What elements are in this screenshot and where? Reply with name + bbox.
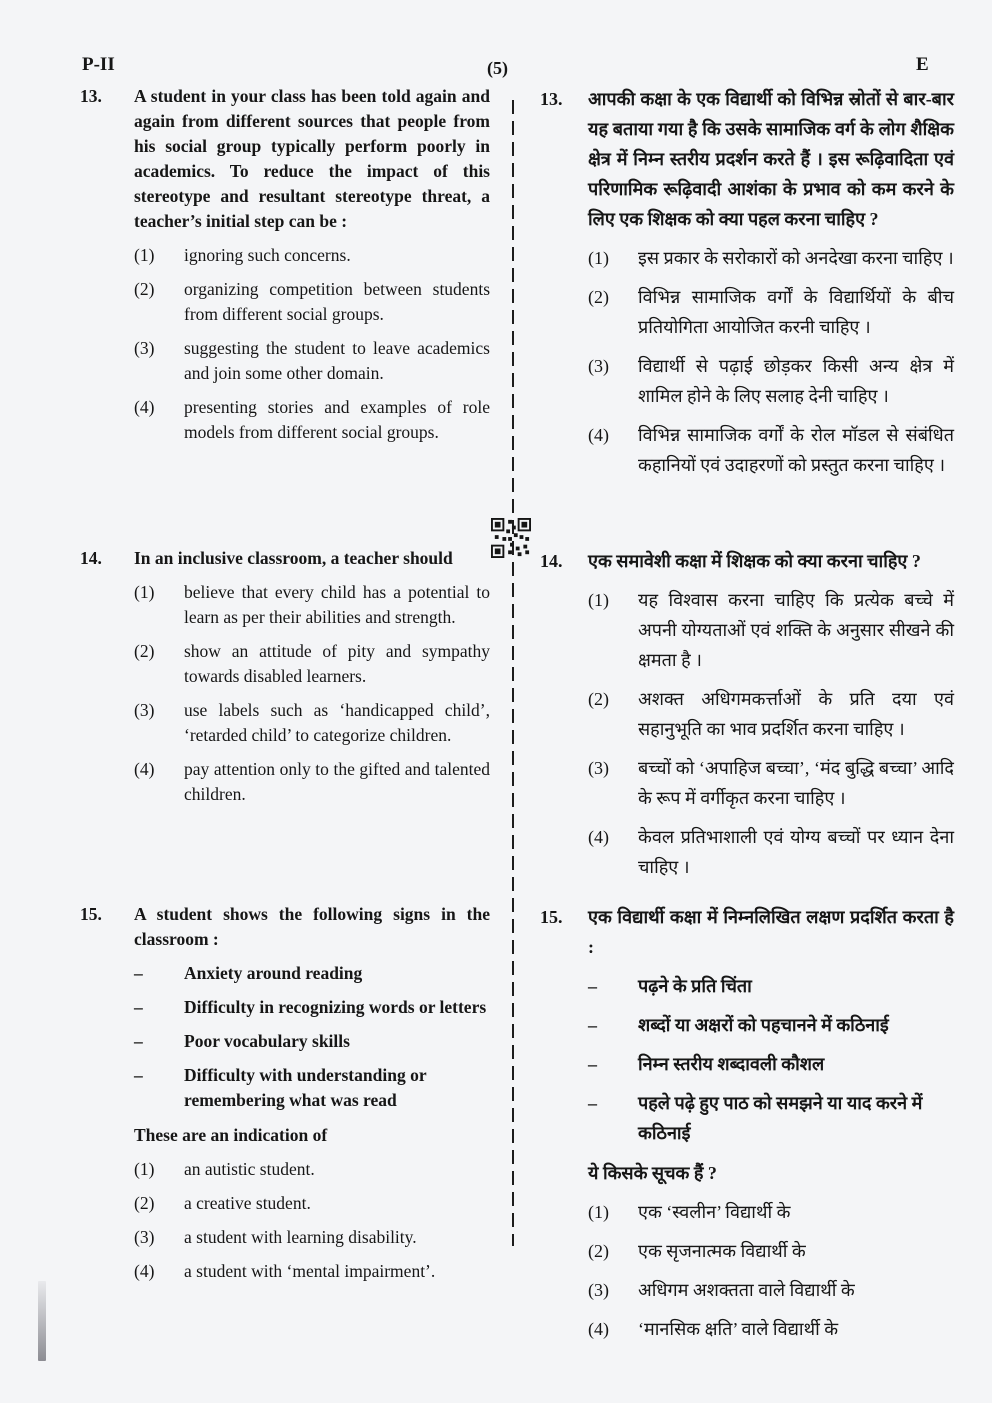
option-label: (3): [134, 700, 155, 720]
option-row: [134, 1157, 490, 1182]
option-text: pay attention only to the gifted and talented children.: [184, 759, 490, 804]
option-label: (4): [134, 1261, 155, 1281]
paper-code: P-II: [82, 54, 115, 75]
dash-bullet: –: [134, 1031, 143, 1051]
option-text: a student with learning disability.: [184, 1227, 417, 1247]
question-stem: In an inclusive classroom, a teacher should: [134, 548, 453, 568]
option-text: विभिन्न सामाजिक वर्गों के रोल मॉडल से संबंधित कहानियों एवं उदाहरणों को प्रस्तुत करना चाहिए ।: [638, 425, 954, 475]
option-label: (1): [134, 582, 155, 602]
option-text: एक ‘स्वलीन’ विद्यार्थी के: [638, 1202, 791, 1222]
option-label: (1): [588, 590, 609, 610]
option-label: (1): [588, 248, 609, 268]
sign-item: [134, 1029, 490, 1054]
option-row: [134, 580, 490, 630]
option-row: [134, 698, 490, 748]
question-number: 14.: [80, 548, 102, 568]
option-text: एक सृजनात्मक विद्यार्थी के: [638, 1241, 806, 1261]
option-label: (4): [588, 827, 609, 847]
dash-bullet: –: [588, 1015, 597, 1035]
option-row: [588, 243, 954, 273]
question-number: 15.: [80, 904, 102, 924]
question-stem: A student in your class has been told again and again from different sources that people from his social group typically perform poorly in academics. To reduce the impact of this stereotype and resultant stereotype threat, a teacher’s initial step can be :: [134, 86, 490, 231]
option-label: (4): [588, 1319, 609, 1339]
option-text: show an attitude of pity and sympathy towards disabled learners.: [184, 641, 490, 686]
option-text: a creative student.: [184, 1193, 311, 1213]
question-stem: आपकी कक्षा के एक विद्यार्थी को विभिन्न स्रोतों से बार-बार यह बताया गया है कि उसके सामाजिक वर्ग के लोग शैक्षिक क्षेत्र में निम्न स्तरीय प्रदर्शन करते हैं । इस रूढ़िवादिता एवं परिणामिक रूढ़िवादी आशंका के प्रभाव को कम करने के लिए एक शिक्षक को क्या पहल करना चाहिए ?: [588, 89, 954, 229]
option-row: [134, 243, 490, 268]
sign-item: [134, 961, 490, 986]
sign-item: [134, 995, 490, 1020]
question-stem: एक विद्यार्थी कक्षा में निम्नलिखित लक्षण प्रदर्शित करता है :: [588, 907, 954, 957]
option-text: use labels such as ‘handicapped child’, ‘retarded child’ to categorize children.: [184, 700, 490, 745]
sign-text: Difficulty in recognizing words or letters: [184, 997, 487, 1017]
question-stem: A student shows the following signs in the classroom :: [134, 904, 490, 949]
sign-item: [588, 1049, 954, 1079]
option-label: (4): [134, 397, 155, 417]
option-text: विभिन्न सामाजिक वर्गों के विद्यार्थियों के बीच प्रतियोगिता आयोजित करनी चाहिए ।: [638, 287, 954, 337]
sign-text: निम्न स्तरीय शब्दावली कौशल: [638, 1054, 825, 1074]
option-label: (1): [134, 245, 155, 265]
option-row: [134, 336, 490, 386]
option-text: विद्यार्थी से पढ़ाई छोड़कर किसी अन्य क्षेत्र में शामिल होने के लिए सलाह देनी चाहिए ।: [638, 356, 954, 406]
option-row: [134, 395, 490, 445]
sign-text: Poor vocabulary skills: [184, 1031, 350, 1051]
dash-bullet: –: [134, 997, 143, 1017]
option-row: [588, 684, 954, 744]
option-label: (4): [134, 759, 155, 779]
option-label: (2): [134, 641, 155, 661]
column-divider-dashed-line: [512, 100, 514, 1246]
option-row: [134, 1191, 490, 1216]
question-13-hi: [540, 84, 954, 546]
option-text: अशक्त अधिगमकर्त्ताओं के प्रति दया एवं सहानुभूति का भाव प्रदर्शित करना चाहिए ।: [638, 689, 954, 739]
option-text: केवल प्रतिभाशाली एवं योग्य बच्चों पर ध्यान देना चाहिए ।: [638, 827, 954, 877]
option-text: believe that every child has a potential to learn as per their abilities and strength.: [184, 582, 490, 627]
option-label: (2): [588, 1241, 609, 1261]
option-row: [588, 753, 954, 813]
option-row: [134, 277, 490, 327]
dash-bullet: –: [588, 1093, 597, 1113]
english-column: [80, 84, 490, 1284]
sign-item: [588, 1010, 954, 1040]
option-label: (3): [588, 1280, 609, 1300]
dash-bullet: –: [134, 1065, 143, 1085]
option-row: [588, 1275, 954, 1305]
option-label: (3): [134, 338, 155, 358]
question-number: 13.: [540, 89, 563, 109]
option-label: (2): [588, 689, 609, 709]
sign-item: [588, 1088, 954, 1148]
option-text: यह विश्वास करना चाहिए कि प्रत्येक बच्चे में अपनी योग्यताओं एवं शक्ति के अनुसार सीखने की क्षमता है ।: [638, 590, 954, 670]
sign-text: पढ़ने के प्रति चिंता: [638, 976, 752, 996]
option-text: इस प्रकार के सरोकारों को अनदेखा करना चाहिए ।: [638, 248, 954, 268]
question-stem: एक समावेशी कक्षा में शिक्षक को क्या करना चाहिए ?: [588, 551, 921, 571]
sign-item: [134, 1063, 490, 1113]
question-14-en: [80, 546, 490, 902]
option-row: [134, 757, 490, 807]
sign-text: Difficulty with understanding or remembering what was read: [184, 1065, 427, 1110]
question-post-stem: These are an indication of: [134, 1125, 328, 1145]
option-row: [588, 1197, 954, 1227]
option-row: [588, 585, 954, 675]
dash-bullet: –: [134, 963, 143, 983]
option-label: (3): [588, 356, 609, 376]
question-15-hi: [540, 902, 954, 1344]
sign-text: पहले पढ़े हुए पाठ को समझने या याद करने में कठिनाई: [638, 1093, 923, 1143]
option-label: (1): [134, 1159, 155, 1179]
option-text: suggesting the student to leave academics and join some other domain.: [184, 338, 490, 383]
option-text: organizing competition between students from different social groups.: [184, 279, 490, 324]
option-label: (2): [134, 279, 155, 299]
option-text: an autistic student.: [184, 1159, 315, 1179]
option-row: [134, 1225, 490, 1250]
page-number: (5): [487, 58, 508, 78]
option-row: [588, 420, 954, 480]
option-text: अधिगम अशक्तता वाले विद्यार्थी के: [638, 1280, 855, 1300]
question-number: 15.: [540, 907, 563, 927]
sign-item: [588, 971, 954, 1001]
option-label: (4): [588, 425, 609, 445]
option-row: [588, 351, 954, 411]
option-text: ‘मानसिक क्षति’ वाले विद्यार्थी के: [638, 1319, 839, 1339]
option-row: [134, 639, 490, 689]
option-text: a student with ‘mental impairment’.: [184, 1261, 436, 1281]
question-number: 14.: [540, 551, 563, 571]
question-13-en: [80, 84, 490, 546]
option-row: [588, 1314, 954, 1344]
option-label: (3): [134, 1227, 155, 1247]
option-label: (1): [588, 1202, 609, 1222]
option-row: [588, 822, 954, 882]
question-14-hi: [540, 546, 954, 902]
sign-text: शब्दों या अक्षरों को पहचानने में कठिनाई: [638, 1015, 889, 1035]
question-15-en: [80, 902, 490, 1284]
option-text: ignoring such concerns.: [184, 245, 351, 265]
question-number: 13.: [80, 86, 102, 106]
option-text: presenting stories and examples of role models from different social groups.: [184, 397, 490, 442]
option-row: [588, 1236, 954, 1266]
option-row: [134, 1259, 490, 1284]
scan-artifact-stripe: [38, 1281, 46, 1361]
option-label: (2): [588, 287, 609, 307]
hindi-column: [540, 84, 954, 1344]
set-code: E: [916, 54, 929, 75]
dash-bullet: –: [588, 1054, 597, 1074]
qr-code: [491, 514, 531, 562]
dash-bullet: –: [588, 976, 597, 996]
option-label: (2): [134, 1193, 155, 1213]
option-text: बच्चों को ‘अपाहिज बच्चा’, ‘मंद बुद्धि बच्चा’ आदि के रूप में वर्गीकृत करना चाहिए ।: [638, 758, 954, 808]
option-label: (3): [588, 758, 609, 778]
option-row: [588, 282, 954, 342]
question-post-stem: ये किसके सूचक हैं ?: [588, 1163, 717, 1183]
sign-text: Anxiety around reading: [184, 963, 363, 983]
